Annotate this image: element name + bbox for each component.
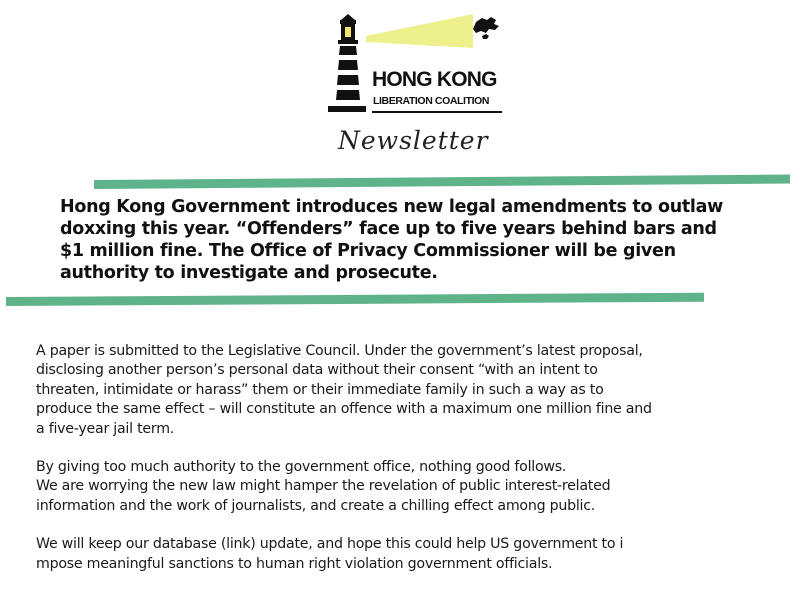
article-body: [36, 342, 796, 593]
headline-line: authority to investigate and prosecute.: [60, 263, 438, 283]
headline: [60, 196, 780, 284]
org-name-line1: HONG KONG: [372, 68, 497, 91]
paragraph-proposal: [36, 342, 796, 439]
decorative-stripe-bottom: [6, 293, 704, 306]
body-line: We will keep our database (link) update, and hope this could help US government to i: [36, 536, 624, 553]
org-name-line2: LIBERATION COALITION: [373, 95, 490, 107]
light-beam: [366, 14, 473, 48]
body-line: information and the work of journalists, and create a chilling effect among public.: [36, 497, 596, 514]
hong-kong-map-icon: [473, 17, 499, 39]
body-line: A paper is submitted to the Legislative Council. Under the government’s latest proposal,: [36, 343, 643, 359]
decorative-stripe-top: [94, 175, 790, 189]
newsletter-title: Newsletter: [338, 126, 489, 155]
body-line: threaten, intimidate or harass” them or their immediate family in such a way as to: [36, 381, 604, 398]
body-line: By giving too much authority to the government office, nothing good follows.: [36, 459, 567, 476]
body-line: We are worrying the new law might hamper the revelation of public interest-related: [36, 478, 611, 495]
body-line: a five-year jail term.: [36, 420, 175, 437]
headline-line: doxxing this year. “Offenders” face up to five years behind bars and: [60, 219, 717, 239]
headline-line: $1 million fine. The Office of Privacy Commissioner will be given: [60, 241, 676, 261]
lighthouse-icon: [328, 14, 366, 112]
paragraph-database: [36, 535, 796, 574]
headline-line: Hong Kong Government introduces new legal amendments to outlaw: [60, 197, 724, 217]
body-line: mpose meaningful sanctions to human right violation government officials.: [36, 555, 553, 572]
body-line: disclosing another person’s personal data without their consent “with an intent to: [36, 362, 598, 379]
body-line: produce the same effect – will constitute an offence with a maximum one million fine and: [36, 401, 652, 418]
paragraph-concern: [36, 458, 796, 516]
org-name-underline: [372, 111, 502, 113]
